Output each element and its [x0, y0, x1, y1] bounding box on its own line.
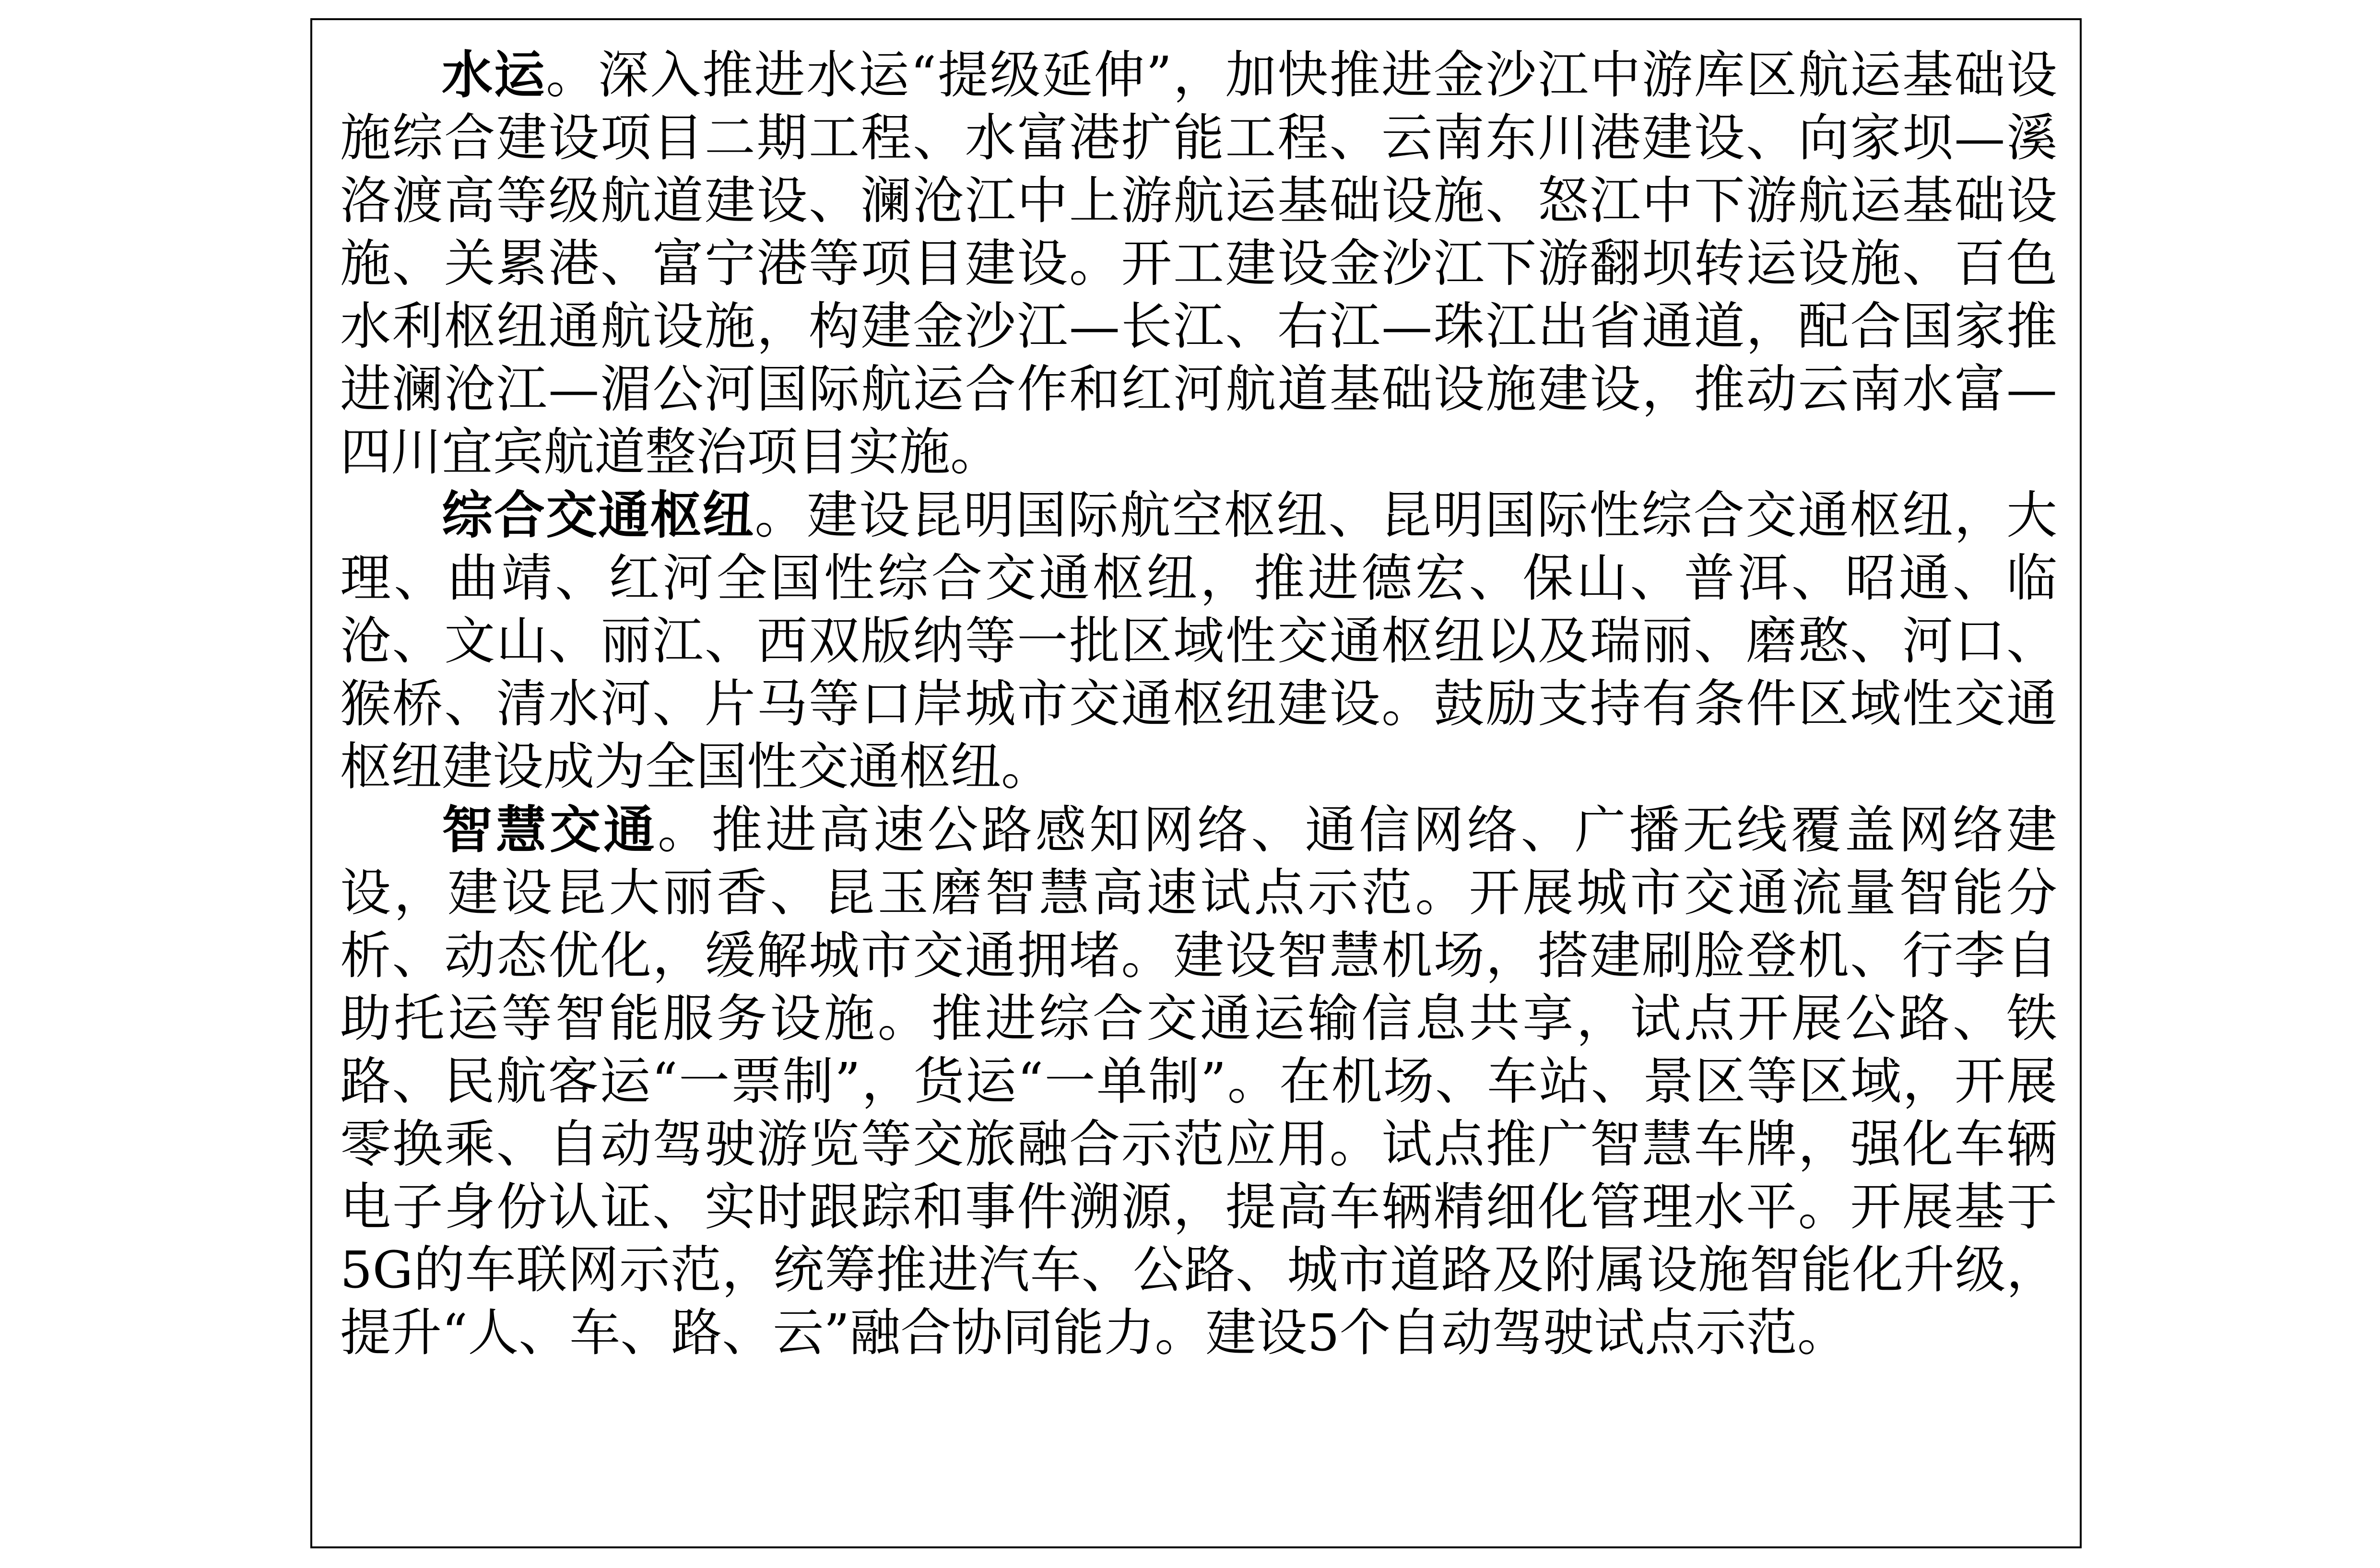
- paragraph-text: 。深入推进水运“提级延伸”，加快推进金沙江中游库区航运基础设施综合建设项目二期工程、水富港扩能工程、云南东川港建设、向家坝—溪洛渡高等级航道建设、澜沧江中上游航运基础设施、怒江中下游航运基础设施、关累港、富宁港等项目建设。开工建设金沙江下游翻坝转运设施、百色水利枢纽通航设施，构建金沙江—长江、右江—珠江出省通道，配合国家推进澜沧江—湄公河国际航运合作和红河航道基础设施建设，推动云南水富—四川宜宾航道整治项目实施。: [340, 46, 2057, 482]
- paragraph-heading: 智慧交通: [442, 800, 658, 860]
- paragraph-smart-transport: [340, 798, 2057, 1364]
- paragraph-text: 。推进高速公路感知网络、通信网络、广播无线覆盖网络建设，建设昆大丽香、昆玉磨智慧高速试点示范。开展城市交通流量智能分析、动态优化，缓解城市交通拥堵。建设智慧机场，搭建刷脸登机、行李自助托运等智能服务设施。推进综合交通运输信息共享，试点开展公路、铁路、民航客运“一票制”，货运“一单制”。在机场、车站、景区等区域，开展零换乘、自动驾驶游览等交旅融合示范应用。试点推广智慧车牌，强化车辆电子身份认证、实时跟踪和事件溯源，提高车辆精细化管理水平。开展基于5G的车联网示范，统筹推进汽车、公路、城市道路及附属设施智能化升级，提升“人、车、路、云”融合协同能力。建设5个自动驾驶试点示范。: [340, 801, 2058, 1362]
- bordered-text-box: [310, 18, 2082, 1548]
- paragraph-transport-hub: [340, 483, 2057, 798]
- document-body: [340, 43, 2057, 1364]
- paragraph-heading: 综合交通枢纽: [442, 485, 755, 545]
- paragraph-heading: 水运: [442, 45, 546, 105]
- paragraph-text: 。建设昆明国际航空枢纽、昆明国际性综合交通枢纽，大理、曲靖、红河全国性综合交通枢纽，推进德宏、保山、普洱、昭通、临沧、文山、丽江、西双版纳等一批区域性交通枢纽以及瑞丽、磨憨、河口、猴桥、清水河、片马等口岸城市交通枢纽建设。鼓励支持有条件区域性交通枢纽建设成为全国性交通枢纽。: [340, 486, 2058, 796]
- paragraph-water-transport: [340, 43, 2057, 483]
